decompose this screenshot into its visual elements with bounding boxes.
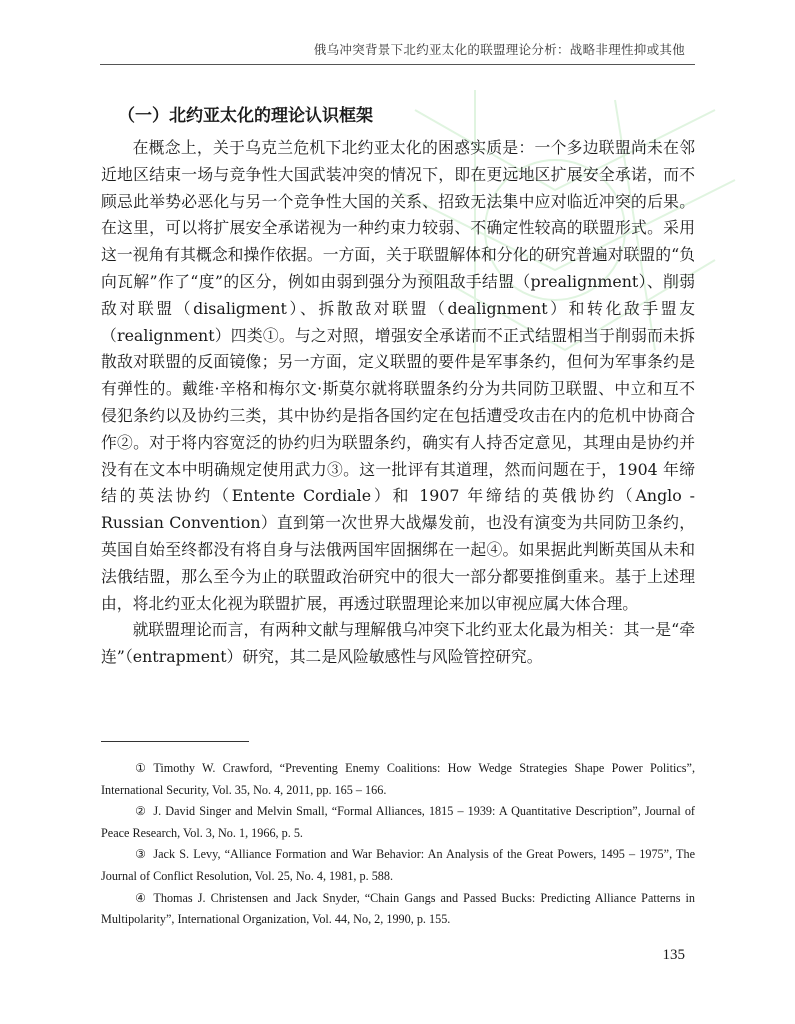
footnotes	[101, 758, 695, 931]
footnote-mark: ④	[135, 890, 147, 905]
footnote	[101, 844, 695, 887]
footnote-text: Jack S. Levy, “Alliance Formation and War Behavior: An Analysis of the Great Powers, 1495 – 1975”, The Journal of Conflict Resolution, Vol. 25, No. 4, 1981, p. 588.	[101, 847, 695, 883]
footnote	[101, 888, 695, 931]
running-head: 俄乌冲突背景下北约亚太化的联盟理论分析：战略非理性抑或其他	[313, 42, 685, 57]
body-text	[101, 135, 695, 671]
footnote-mark: ③	[135, 847, 147, 862]
footnote-mark: ①	[135, 761, 147, 775]
paragraph: 在概念上，关于乌克兰危机下北约亚太化的困惑实质是：一个多边联盟尚未在邻近地区结束一场与竞争性大国武装冲突的情况下，即在更远地区扩展安全承诺，而不顾忌此举势必恶化与另一个竞争性大国的关系、招致无法集中应对临近冲突的后果。在这里，可以将扩展安全承诺视为一种约束力较弱、不确定性较高的联盟形式。采用这一视角有其概念和操作依据。一方面，关于联盟解体和分化的研究普遍对联盟的“负向瓦解”作了“度”的区分，例如由弱到强分为预阻敌手结盟（prealignment）、削弱敌对联盟（disaligment）、拆散敌对联盟（dealignment）和转化敌手盟友（realignment）四类①。与之对照，增强安全承诺而不正式结盟相当于削弱而未拆散敌对联盟的反面镜像；另一方面，定义联盟的要件是军事条约，但何为军事条约是有弹性的。戴维·辛格和梅尔文·斯莫尔就将联盟条约分为共同防卫联盟、中立和互不侵犯条约以及协约三类，其中协约是指各国约定在包括遭受攻击在内的危机中协商合作②。对于将内容宽泛的协约归为联盟条约，确实有人持否定意见，其理由是协约并没有在文本中明确规定使用武力③。这一批评有其道理，然而问题在于，1904 年缔结的英法协约（Entente Cordiale）和 1907 年缔结的英俄协约（Anglo - Russian Convention）直到第一次世界大战爆发前，也没有演变为共同防卫条约，英国自始至终都没有将自身与法俄两国牢固捆绑在一起④。如果据此判断英国从未和法俄结盟，那么至今为止的联盟政治研究中的很大一部分都要推倒重来。基于上述理由，将北约亚太化视为联盟扩展，再透过联盟理论来加以审视应属大体合理。	[101, 138, 695, 613]
paragraph: 就联盟理论而言，有两种文献与理解俄乌冲突下北约亚太化最为相关：其一是“牵连”（entrapment）研究，其二是风险敏感性与风险管控研究。	[101, 620, 695, 667]
footnote-text: Thomas J. Christensen and Jack Snyder, “Chain Gangs and Passed Bucks: Predicting Alliance Patterns in Multipolarity”, International Organization, Vol. 44, No, 2, 1990, p. 155.	[101, 890, 695, 927]
section-title: （一）北约亚太化的理论认识框架	[118, 106, 373, 126]
footnote-text: Timothy W. Crawford, “Preventing Enemy Coalitions: How Wedge Strategies Shape Power Politics”, International Security, Vol. 35, No. 4, 2011, pp. 165 – 166.	[101, 761, 695, 797]
footnote	[101, 758, 695, 801]
page-number: 135	[662, 947, 685, 963]
footnote-text: J. David Singer and Melvin Small, “Formal Alliances, 1815 – 1939: A Quantitative Description”, Journal of Peace Research, Vol. 3, No. 1, 1966, p. 5.	[101, 804, 695, 840]
header-rule	[100, 64, 695, 65]
footnote-rule	[101, 741, 249, 742]
footnote	[101, 801, 695, 844]
footnote-mark: ②	[135, 804, 147, 819]
